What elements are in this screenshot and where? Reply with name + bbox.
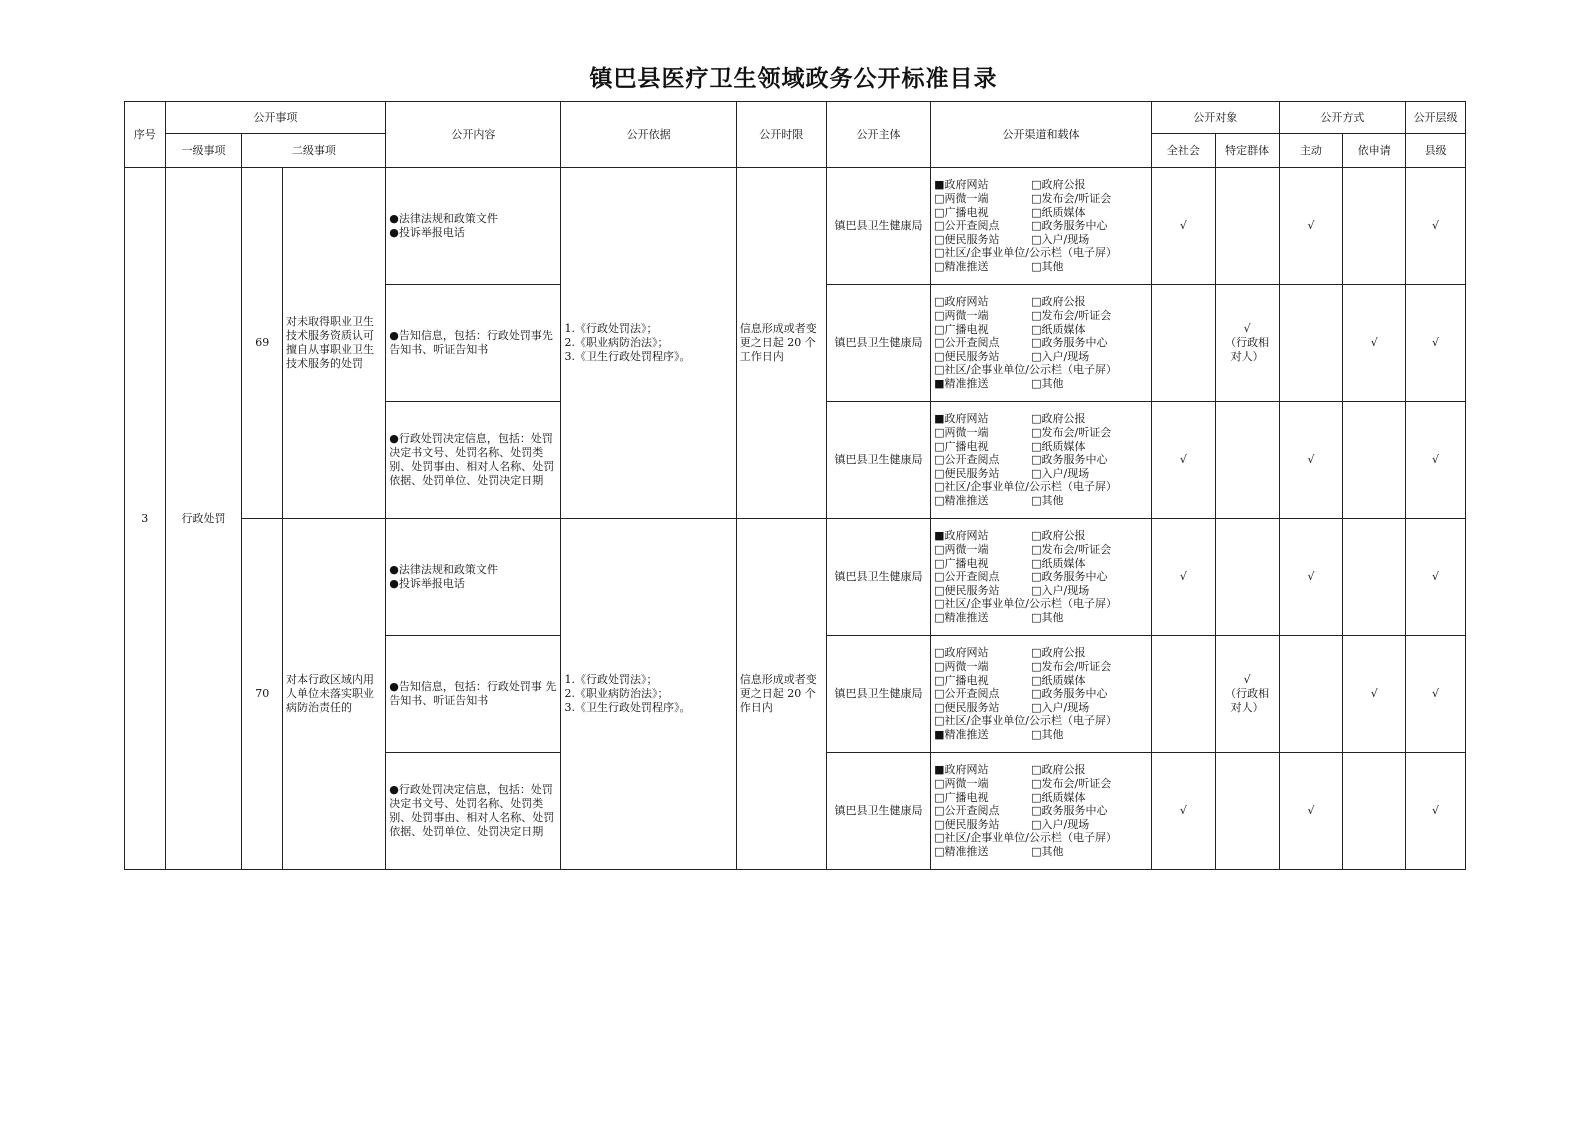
channel-option: □广播电视 bbox=[934, 439, 989, 453]
channel-option: □广播电视 bbox=[934, 322, 989, 336]
header-method: 公开方式 bbox=[1279, 102, 1406, 134]
channel-option: □公开查阅点 bbox=[934, 804, 1000, 818]
channel-option: □其他 bbox=[1031, 376, 1064, 390]
channel-option: ■精准推送 bbox=[934, 727, 989, 741]
channel-option: □精准推送 bbox=[934, 259, 989, 273]
audience-specific-mark: √ （行政相 对人） bbox=[1215, 285, 1279, 402]
header-channels: 公开渠道和载体 bbox=[931, 102, 1152, 168]
channel-option: ■政府网站 bbox=[934, 763, 989, 777]
table-row bbox=[125, 168, 1466, 285]
header-level2: 二级事项 bbox=[242, 134, 386, 168]
channel-line bbox=[934, 377, 1151, 391]
channel-option: □精准推送 bbox=[934, 610, 989, 624]
channel-option: □政务服务中心 bbox=[1031, 804, 1108, 818]
channel-line bbox=[934, 584, 1151, 598]
basis-cell: 1.《行政处罚法》； 2.《职业病防治法》； 3.《卫生行政处罚程序》。 bbox=[561, 168, 736, 519]
header-tier-county: 县级 bbox=[1406, 134, 1466, 168]
channels-cell bbox=[931, 753, 1152, 870]
channel-line bbox=[934, 529, 1151, 543]
channel-option: □广播电视 bbox=[934, 556, 989, 570]
audience-all-mark: √ bbox=[1151, 519, 1215, 636]
entry-number: 69 bbox=[242, 168, 283, 519]
channel-option: □发布会/听证会 bbox=[1031, 309, 1112, 323]
channel-line bbox=[934, 260, 1151, 274]
channel-option: □入户/现场 bbox=[1031, 583, 1090, 597]
channel-line bbox=[934, 309, 1151, 323]
channel-option: □政府网站 bbox=[934, 646, 989, 660]
header-audience-specific: 特定群体 bbox=[1215, 134, 1279, 168]
channel-option: ■政府网站 bbox=[934, 412, 989, 426]
channel-option: □纸质媒体 bbox=[1031, 439, 1086, 453]
channel-line bbox=[934, 831, 1151, 845]
header-level1: 一级事项 bbox=[165, 134, 242, 168]
channel-option: □纸质媒体 bbox=[1031, 556, 1086, 570]
channel-option: □纸质媒体 bbox=[1031, 673, 1086, 687]
audience-all-mark: √ bbox=[1151, 402, 1215, 519]
method-active-mark: √ bbox=[1279, 402, 1343, 519]
method-active-mark: √ bbox=[1279, 519, 1343, 636]
channel-option: □发布会/听证会 bbox=[1031, 426, 1112, 440]
channels-cell bbox=[931, 402, 1152, 519]
channel-line bbox=[934, 412, 1151, 426]
audience-specific-mark bbox=[1215, 519, 1279, 636]
channel-option: □政府公报 bbox=[1031, 529, 1086, 543]
channel-line bbox=[934, 323, 1151, 337]
method-active-mark bbox=[1279, 285, 1343, 402]
channel-line bbox=[934, 219, 1151, 233]
channel-option: □发布会/听证会 bbox=[1031, 543, 1112, 557]
channel-option: □入户/现场 bbox=[1031, 700, 1090, 714]
audience-specific-mark bbox=[1215, 168, 1279, 285]
header-method-request: 依申请 bbox=[1343, 134, 1406, 168]
channel-line bbox=[934, 597, 1151, 611]
channel-option: □两微一端 bbox=[934, 426, 989, 440]
channel-option: □社区/企事业单位/公示栏（电子屏） bbox=[934, 246, 1117, 260]
channels-cell bbox=[931, 519, 1152, 636]
content-cell: ●法律法规和政策文件 ●投诉举报电话 bbox=[386, 519, 561, 636]
header-audience-all: 全社会 bbox=[1151, 134, 1215, 168]
tier-county-mark: √ bbox=[1406, 519, 1466, 636]
header-time-limit: 公开时限 bbox=[736, 102, 826, 168]
channel-option: □入户/现场 bbox=[1031, 466, 1090, 480]
tier-county-mark: √ bbox=[1406, 402, 1466, 519]
audience-specific-mark: √ （行政相 对人） bbox=[1215, 636, 1279, 753]
channel-option: □广播电视 bbox=[934, 673, 989, 687]
subject-cell: 镇巴县卫生健康局 bbox=[826, 285, 930, 402]
time-limit-cell: 信息形成或者变更之日起 20 个作日内 bbox=[736, 519, 826, 870]
channels-cell bbox=[931, 285, 1152, 402]
channel-option: □政务服务中心 bbox=[1031, 453, 1108, 467]
entry-number: 70 bbox=[242, 519, 283, 870]
channel-line bbox=[934, 660, 1151, 674]
subject-cell: 镇巴县卫生健康局 bbox=[826, 168, 930, 285]
audience-specific-mark bbox=[1215, 753, 1279, 870]
channel-option: □政务服务中心 bbox=[1031, 687, 1108, 701]
channel-line bbox=[934, 714, 1151, 728]
header-content: 公开内容 bbox=[386, 102, 561, 168]
header-basis: 公开依据 bbox=[561, 102, 736, 168]
disclosure-catalog-table bbox=[124, 101, 1466, 870]
subject-cell: 镇巴县卫生健康局 bbox=[826, 636, 930, 753]
channel-option: □其他 bbox=[1031, 493, 1064, 507]
channel-option: □其他 bbox=[1031, 259, 1064, 273]
channel-option: □便民服务站 bbox=[934, 232, 1000, 246]
channel-line bbox=[934, 543, 1151, 557]
channel-line bbox=[934, 453, 1151, 467]
method-request-mark bbox=[1343, 519, 1406, 636]
channel-option: □纸质媒体 bbox=[1031, 790, 1086, 804]
tier-county-mark: √ bbox=[1406, 168, 1466, 285]
channel-option: □两微一端 bbox=[934, 192, 989, 206]
channel-option: □其他 bbox=[1031, 844, 1064, 858]
channel-option: □社区/企事业单位/公示栏（电子屏） bbox=[934, 831, 1117, 845]
channel-line bbox=[934, 350, 1151, 364]
method-active-mark: √ bbox=[1279, 753, 1343, 870]
channel-option: □政府公报 bbox=[1031, 412, 1086, 426]
channel-line bbox=[934, 557, 1151, 571]
time-limit-cell: 信息形成或者变更之日起 20 个工作日内 bbox=[736, 168, 826, 519]
header-method-active: 主动 bbox=[1279, 134, 1343, 168]
content-cell: ●行政处罚决定信息，包括：处罚决定书文号、处罚名称、处罚类别、处罚事由、相对人名称、处罚依据、处罚单位、处罚决定日期 bbox=[386, 402, 561, 519]
channel-option: □政务服务中心 bbox=[1031, 219, 1108, 233]
tier-county-mark: √ bbox=[1406, 636, 1466, 753]
channel-line bbox=[934, 206, 1151, 220]
table-row bbox=[125, 519, 1466, 636]
channel-option: □广播电视 bbox=[934, 205, 989, 219]
channel-line bbox=[934, 295, 1151, 309]
channel-line bbox=[934, 804, 1151, 818]
content-cell: ●法律法规和政策文件 ●投诉举报电话 bbox=[386, 168, 561, 285]
header-audience: 公开对象 bbox=[1151, 102, 1279, 134]
audience-all-mark bbox=[1151, 285, 1215, 402]
channel-option: □发布会/听证会 bbox=[1031, 660, 1112, 674]
audience-all-mark: √ bbox=[1151, 753, 1215, 870]
channel-option: □政府公报 bbox=[1031, 295, 1086, 309]
channel-option: ■政府网站 bbox=[934, 529, 989, 543]
audience-specific-mark bbox=[1215, 402, 1279, 519]
method-request-mark bbox=[1343, 402, 1406, 519]
channel-option: □入户/现场 bbox=[1031, 817, 1090, 831]
channels-cell bbox=[931, 168, 1152, 285]
channel-option: □入户/现场 bbox=[1031, 349, 1090, 363]
channel-option: □便民服务站 bbox=[934, 817, 1000, 831]
channel-option: □两微一端 bbox=[934, 309, 989, 323]
channel-line bbox=[934, 480, 1151, 494]
method-request-mark bbox=[1343, 753, 1406, 870]
channel-line bbox=[934, 363, 1151, 377]
header-tier: 公开层级 bbox=[1406, 102, 1466, 134]
method-request-mark: √ bbox=[1343, 636, 1406, 753]
channel-option: □公开查阅点 bbox=[934, 687, 1000, 701]
channel-line bbox=[934, 570, 1151, 584]
channel-option: □两微一端 bbox=[934, 777, 989, 791]
channel-line bbox=[934, 728, 1151, 742]
header-items: 公开事项 bbox=[165, 102, 386, 134]
catalog-body bbox=[125, 168, 1466, 870]
content-cell: ●行政处罚决定信息，包括：处罚决定书文号、处罚名称、处罚类别、处罚事由、相对人名称、处罚依据、处罚单位、处罚决定日期 bbox=[386, 753, 561, 870]
channel-option: ■政府网站 bbox=[934, 178, 989, 192]
channel-line bbox=[934, 611, 1151, 625]
channels-cell bbox=[931, 636, 1152, 753]
channel-option: □公开查阅点 bbox=[934, 453, 1000, 467]
channel-option: □便民服务站 bbox=[934, 583, 1000, 597]
channel-option: □政务服务中心 bbox=[1031, 336, 1108, 350]
channel-option: □社区/企事业单位/公示栏（电子屏） bbox=[934, 597, 1117, 611]
channel-line bbox=[934, 777, 1151, 791]
channel-line bbox=[934, 246, 1151, 260]
channel-option: □其他 bbox=[1031, 610, 1064, 624]
method-request-mark bbox=[1343, 168, 1406, 285]
channel-option: □精准推送 bbox=[934, 493, 989, 507]
channel-option: □公开查阅点 bbox=[934, 219, 1000, 233]
channel-option: □社区/企事业单位/公示栏（电子屏） bbox=[934, 480, 1117, 494]
channel-option: □两微一端 bbox=[934, 543, 989, 557]
channel-option: □发布会/听证会 bbox=[1031, 777, 1112, 791]
channel-option: □便民服务站 bbox=[934, 700, 1000, 714]
page-title: 镇巴县医疗卫生领域政务公开标准目录 bbox=[589, 65, 998, 92]
channel-line bbox=[934, 233, 1151, 247]
channel-option: □发布会/听证会 bbox=[1031, 192, 1112, 206]
header-subject: 公开主体 bbox=[826, 102, 930, 168]
channel-line bbox=[934, 791, 1151, 805]
channel-option: □入户/现场 bbox=[1031, 232, 1090, 246]
entry-name: 对未取得职业卫生技术服务资质认可擅自从事职业卫生技术服务的处罚 bbox=[282, 168, 385, 519]
channel-line bbox=[934, 818, 1151, 832]
group-level1: 行政处罚 bbox=[165, 168, 242, 870]
channel-option: □政务服务中心 bbox=[1031, 570, 1108, 584]
channel-option: □政府公报 bbox=[1031, 178, 1086, 192]
audience-all-mark: √ bbox=[1151, 168, 1215, 285]
channel-line bbox=[934, 192, 1151, 206]
method-active-mark: √ bbox=[1279, 168, 1343, 285]
basis-cell: 1.《行政处罚法》； 2.《职业病防治法》； 3.《卫生行政处罚程序》。 bbox=[561, 519, 736, 870]
channel-option: □公开查阅点 bbox=[934, 570, 1000, 584]
method-active-mark bbox=[1279, 636, 1343, 753]
subject-cell: 镇巴县卫生健康局 bbox=[826, 402, 930, 519]
channel-line bbox=[934, 687, 1151, 701]
channel-option: □社区/企事业单位/公示栏（电子屏） bbox=[934, 363, 1117, 377]
channel-option: ■精准推送 bbox=[934, 376, 989, 390]
entry-name: 对本行政区域内用人单位未落实职业病防治责任的 bbox=[282, 519, 385, 870]
channel-option: □公开查阅点 bbox=[934, 336, 1000, 350]
channel-option: □政府公报 bbox=[1031, 646, 1086, 660]
channel-option: □便民服务站 bbox=[934, 466, 1000, 480]
tier-county-mark: √ bbox=[1406, 753, 1466, 870]
channel-line bbox=[934, 467, 1151, 481]
channel-option: □社区/企事业单位/公示栏（电子屏） bbox=[934, 714, 1117, 728]
channel-line bbox=[934, 440, 1151, 454]
audience-all-mark bbox=[1151, 636, 1215, 753]
content-cell: ●告知信息，包括：行政处罚事先告知书、听证告知书 bbox=[386, 285, 561, 402]
method-request-mark: √ bbox=[1343, 285, 1406, 402]
channel-line bbox=[934, 701, 1151, 715]
channel-line bbox=[934, 178, 1151, 192]
channel-option: □便民服务站 bbox=[934, 349, 1000, 363]
group-seq: 3 bbox=[125, 168, 166, 870]
subject-cell: 镇巴县卫生健康局 bbox=[826, 519, 930, 636]
header-seq: 序号 bbox=[125, 102, 166, 168]
channel-line bbox=[934, 426, 1151, 440]
channel-line bbox=[934, 763, 1151, 777]
channel-option: □精准推送 bbox=[934, 844, 989, 858]
channel-line bbox=[934, 336, 1151, 350]
channel-line bbox=[934, 646, 1151, 660]
channel-line bbox=[934, 494, 1151, 508]
channel-option: □广播电视 bbox=[934, 790, 989, 804]
channel-line bbox=[934, 674, 1151, 688]
content-cell: ●告知信息，包括：行政处罚事 先告知书、听证告知书 bbox=[386, 636, 561, 753]
channel-option: □政府公报 bbox=[1031, 763, 1086, 777]
channel-line bbox=[934, 845, 1151, 859]
subject-cell: 镇巴县卫生健康局 bbox=[826, 753, 930, 870]
channel-option: □两微一端 bbox=[934, 660, 989, 674]
tier-county-mark: √ bbox=[1406, 285, 1466, 402]
channel-option: □纸质媒体 bbox=[1031, 205, 1086, 219]
channel-option: □纸质媒体 bbox=[1031, 322, 1086, 336]
channel-option: □政府网站 bbox=[934, 295, 989, 309]
channel-option: □其他 bbox=[1031, 727, 1064, 741]
